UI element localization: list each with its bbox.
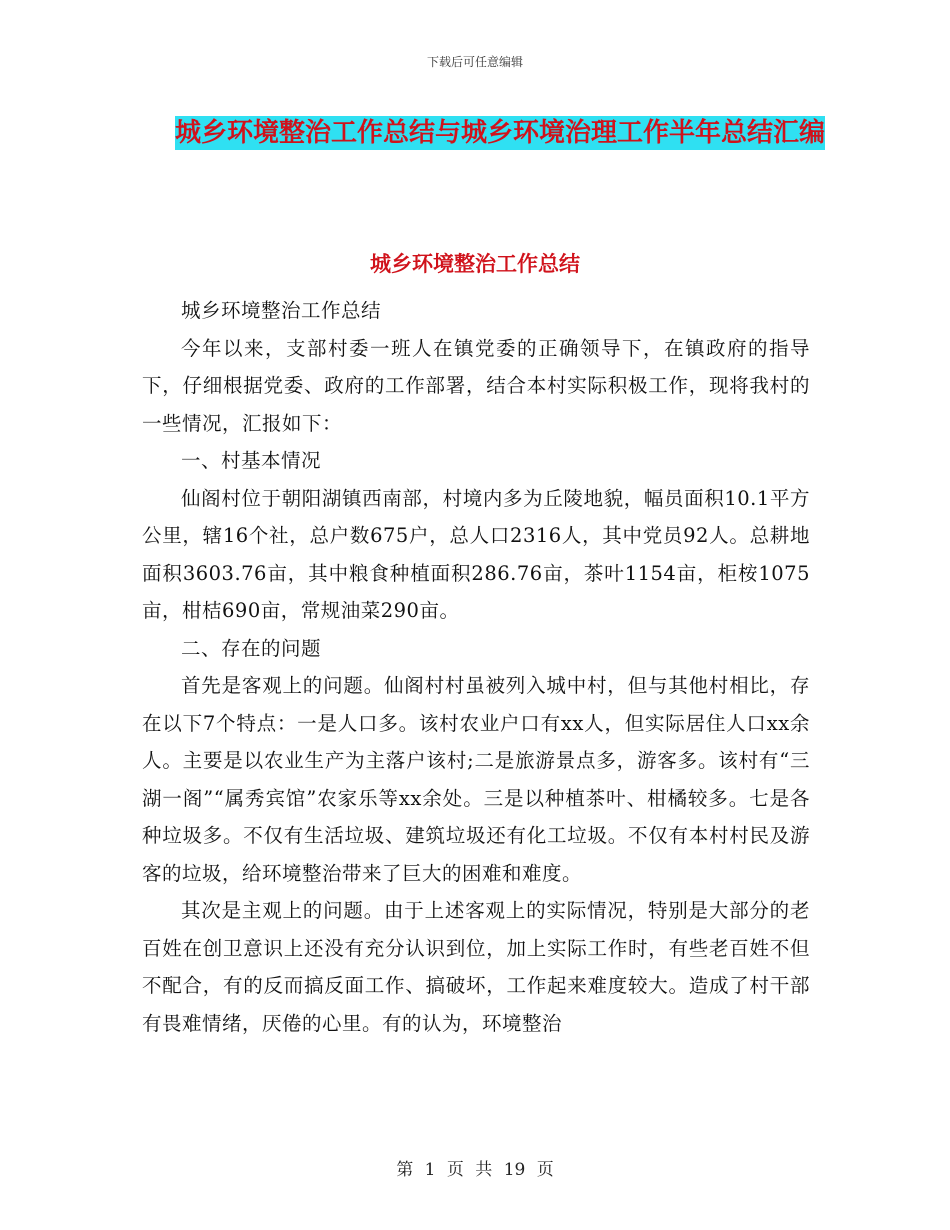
paragraph-intro: 今年以来，支部村委一班人在镇党委的正确领导下，在镇政府的指导下，仔细根据党委、政府的工作部署，结合本村实际积极工作，现将我村的一些情况，汇报如下：: [142, 336, 810, 435]
section-title: 城乡环境整治工作总结: [370, 252, 580, 276]
page-header-note: 下载后可任意编辑: [426, 55, 523, 69]
heading-problems: 二、存在的问题: [181, 636, 322, 660]
paragraph-basic-situation: 仙阁村位于朝阳湖镇西南部，村境内多为丘陵地貌，幅员面积10.1平方公里，辖16个社，总户数675户，总人口2316人，其中党员92人。总耕地面积3603.76亩，其中粮食种植面积286.76亩，茶叶1154亩，柜桉1075亩，柑桔690亩，常规油菜290亩。: [142, 486, 810, 622]
heading-basic-situation: 一、村基本情况: [181, 449, 322, 472]
paragraph-objective-problems: 首先是客观上的问题。仙阁村村虽被列入城中村，但与其他村相比，存在以下7个特点：一是人口多。该村农业户口有xx人，但实际居住人口xx余人。主要是以农业生产为主落户该村;二是旅游景点多，游客多。该村有“三湖一阁”“属秀宾馆”农家乐等xx余处。三是以种植茶叶、柑橘较多。七是各种垃圾多。不仅有生活垃圾、建筑垃圾还有化工垃圾。不仅有本村村民及游客的垃圾，给环境整治带来了巨大的困难和难度。: [142, 674, 810, 885]
paragraph-subjective-problems: 其次是主观上的问题。由于上述客观上的实际情况，特别是大部分的老百姓在创卫意识上还没有充分认识到位，加上实际工作时，有些老百姓不但不配合，有的反而搞反面工作、搞破坏，工作起来难度较大。造成了村干部有畏难情绪，厌倦的心里。有的认为，环境整治: [142, 899, 810, 1035]
page-footer: 第 1 页 共 19 页: [396, 1160, 554, 1180]
paragraph-subtitle: 城乡环境整治工作总结: [181, 299, 382, 322]
document-body: [142, 292, 810, 1042]
document-main-title: [150, 110, 850, 156]
main-title-text: 城乡环境整治工作总结与城乡环境治理工作半年总结汇编: [174, 118, 825, 148]
